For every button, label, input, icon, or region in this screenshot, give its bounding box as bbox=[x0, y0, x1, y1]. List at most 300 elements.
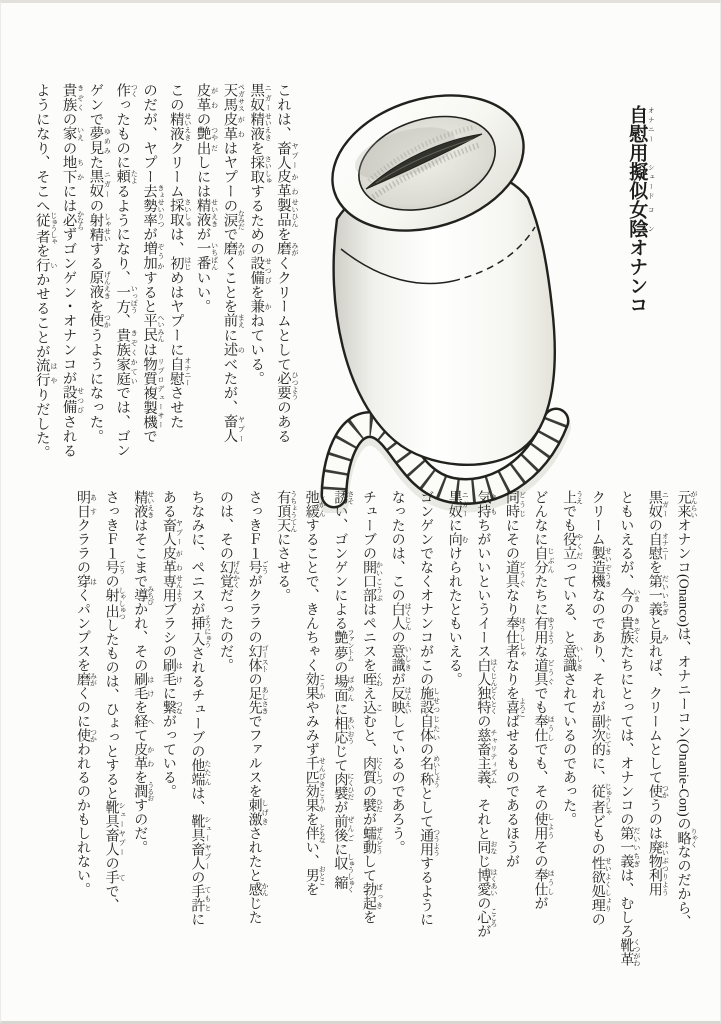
furigana: きぞく bbox=[76, 83, 85, 112]
ruby-base: 磨 みが bbox=[275, 241, 299, 256]
ruby-base: 男 おとこ bbox=[303, 865, 327, 885]
ruby-base: 設備 せつび bbox=[60, 385, 85, 415]
furigana: さそ bbox=[346, 490, 355, 504]
furigana: ほうし bbox=[547, 714, 556, 742]
furigana: せんよう bbox=[175, 574, 184, 602]
text-column: ゴンゲンでなくオナンコがこの施設自体 しせつじたいの名称 めいしょうとして通用 つうようするように bbox=[418, 490, 441, 927]
furigana: ゆうよう bbox=[547, 616, 556, 644]
furigana: みが bbox=[291, 241, 299, 256]
furigana: ペガサス bbox=[237, 83, 246, 112]
furigana: つな bbox=[175, 700, 184, 714]
ruby-base: 挿入 そうにゅう bbox=[189, 614, 212, 648]
furigana: あす bbox=[89, 490, 98, 518]
furigana: こ bbox=[375, 700, 384, 714]
furigana: かなら bbox=[76, 210, 85, 230]
ruby-base: 頼 たよ bbox=[114, 169, 139, 184]
paragraph bbox=[69, 490, 212, 972]
furigana: み bbox=[661, 630, 670, 644]
ruby-base: 向 む bbox=[446, 532, 470, 546]
ruby-base: 今 いま bbox=[618, 588, 641, 602]
ruby-base: 自慰 オナニー bbox=[167, 356, 192, 386]
ruby-base: 上 うえ bbox=[561, 490, 584, 504]
furigana: いちばん bbox=[210, 241, 219, 271]
ruby-base: 道具 どうぐ bbox=[532, 658, 556, 686]
ruby-base: 地下 ちか bbox=[60, 155, 85, 184]
onanko-device-svg bbox=[281, 81, 584, 513]
ruby-base: 一方 いっぽう bbox=[114, 284, 139, 314]
paragraph bbox=[192, 83, 299, 469]
ruby-base: 相応 あいおう bbox=[332, 716, 355, 745]
furigana: がわ bbox=[175, 546, 184, 574]
ruby-base: 勃起 ぼっき bbox=[360, 882, 384, 910]
ruby-base: 精液 せいえき bbox=[167, 111, 192, 141]
text-column: 上 うえでも役立 やくだっている、と意識 いしきされているのであった。 bbox=[561, 490, 584, 826]
furigana: シューヤプー bbox=[203, 814, 212, 871]
ruby-base: 自慰 オナニー bbox=[626, 105, 654, 143]
furigana: つく bbox=[130, 83, 139, 98]
ruby-base: 使用 しよう bbox=[532, 812, 556, 840]
text-column: ゲンで夢見 ゆめみた黒奴 ニガーの射精 しゃせいする原液 げんえきを使 つかうようになった。 bbox=[87, 83, 112, 444]
furigana: つや bbox=[210, 126, 219, 141]
furigana: うるお bbox=[146, 781, 155, 801]
text-column: 作 つくったものに頼 たよるようになり、一方 いっぽう、貴族家庭 きぞくかていでは、ゴン bbox=[114, 83, 139, 458]
ruby-base: 博愛 はくあい bbox=[475, 868, 498, 896]
ruby-base: 皮革 かわ bbox=[275, 169, 299, 199]
furigana: あしさき bbox=[261, 686, 270, 714]
ruby-base: 他端 たたん bbox=[189, 758, 212, 787]
furigana: しかん bbox=[318, 490, 327, 518]
furigana: オナニー bbox=[646, 105, 654, 143]
ruby-base: 号 ごう bbox=[246, 560, 270, 574]
ruby-base: 蠕動 ぜんどう bbox=[360, 826, 384, 854]
furigana: へ bbox=[146, 714, 155, 728]
ruby-base: 出 だ bbox=[194, 140, 219, 156]
page-title: 自慰 オナニー用擬似 シュード女陰 コンオナンコ bbox=[626, 105, 654, 314]
ruby-base: 反映 はんえい bbox=[389, 686, 413, 714]
ruby-base: 磨 みが bbox=[221, 241, 246, 256]
ruby-base: 作 つく bbox=[114, 83, 139, 98]
furigana: じゅうしゃ bbox=[604, 782, 613, 816]
furigana: つか bbox=[89, 728, 98, 742]
ruby-base: 精液 せいえき bbox=[248, 111, 273, 141]
furigana: コン bbox=[646, 200, 654, 238]
text-column: どんなに自分 じぶんたちに有用 ゆうような道具 どうぐでも奉仕 ほうしでも、その使用 しようその奉仕 ほうしが bbox=[532, 490, 556, 910]
furigana: ほうし bbox=[547, 868, 556, 896]
furigana: ファントム bbox=[346, 628, 355, 662]
furigana: はくじんどくとく bbox=[489, 658, 498, 714]
ruby-base: 白人 はくじん bbox=[389, 602, 413, 630]
text-column: これは、畜人 ヤプー皮革 かわ製品 せいひんを磨 みがくクリームとして必要 ひつようのある bbox=[275, 83, 299, 444]
furigana: つか bbox=[661, 784, 670, 798]
furigana: こころ bbox=[489, 907, 498, 927]
ruby-base: 物質複製機 リプロデューサー bbox=[141, 356, 166, 429]
text-column: ともいえるが、今 いまの貴族 きぞくたちにとっては、オナンコの第一義 だいいちぎは、むしろ靴革 くつがわ bbox=[618, 490, 641, 966]
ruby-base: 採取 さいしゅ bbox=[167, 198, 192, 228]
ruby-base: 慈畜主義 チャリティズム bbox=[475, 728, 498, 784]
furigana: ともな bbox=[318, 823, 327, 843]
furigana: なみだ bbox=[237, 210, 246, 230]
ruby-base: 黒奴 ニガー bbox=[87, 169, 112, 199]
ruby-base: 自分 じぶん bbox=[532, 546, 556, 574]
furigana: はや bbox=[49, 358, 58, 388]
ruby-base: 奉仕者 ほうししゃ bbox=[503, 616, 527, 658]
ruby-base: 導 みちび bbox=[132, 585, 155, 605]
paragraph bbox=[383, 490, 440, 972]
ruby-base: 潤 うるお bbox=[132, 781, 155, 801]
ruby-base: 精液 せいえき bbox=[194, 198, 219, 228]
furigana: か bbox=[264, 299, 273, 314]
furigana: ヤプー bbox=[291, 140, 299, 170]
ruby-base: 第一義 だいいちぎ bbox=[618, 826, 641, 868]
furigana: へいみん bbox=[157, 313, 166, 343]
text-column: ある畜人 ヤプー皮革 がわ専用 せんようブラシの刷毛 はけに繋 つながっている。 bbox=[160, 490, 184, 798]
ruby-base: 畜人 ヤプー bbox=[160, 518, 184, 546]
furigana: よろこ bbox=[518, 697, 527, 717]
ruby-base: 施設自体 しせつじたい bbox=[418, 686, 441, 742]
furigana: かわ bbox=[291, 169, 299, 199]
furigana: い bbox=[49, 257, 58, 273]
paragraph bbox=[212, 490, 269, 972]
ruby-base: 第一義 だいいちぎ bbox=[646, 574, 670, 616]
ruby-base: 使 つか bbox=[87, 313, 112, 328]
ruby-base: 有頂天 うちょうてん bbox=[275, 490, 298, 532]
furigana: ぼっき bbox=[375, 882, 384, 910]
ruby-base: 擬似 シュード bbox=[626, 162, 654, 200]
text-column: 皮革 がわの艶 つや出 だしには精液 せいえきが一番 いちばんいい。 bbox=[194, 83, 219, 314]
ruby-base: 明日 あす bbox=[75, 490, 98, 518]
furigana: リプロデューサー bbox=[157, 356, 166, 429]
furigana: ニガー bbox=[103, 169, 112, 199]
furigana: はくあい bbox=[489, 868, 498, 896]
ruby-base: 咥 くわ bbox=[360, 672, 384, 686]
furigana: きぞく bbox=[632, 616, 641, 644]
text-column: 精液 せいえきはそこまで導 みちびかれ、その刷毛 はけを経 へて皮革 かわを潤 うるおすのだ。 bbox=[132, 490, 155, 854]
furigana: せいえき bbox=[183, 111, 192, 141]
ruby-base: 幻体 ゴースト bbox=[246, 644, 270, 672]
furigana: はくじん bbox=[404, 602, 413, 630]
furigana: ニガー bbox=[661, 490, 670, 518]
furigana: いえ bbox=[76, 126, 85, 141]
furigana: せんびきこうか bbox=[318, 756, 327, 812]
furigana: シュード bbox=[646, 162, 654, 200]
furigana: こうか bbox=[318, 672, 327, 700]
ruby-base: 従者 じゅうしゃ bbox=[589, 782, 613, 816]
ruby-base: 奉仕 ほうし bbox=[532, 868, 556, 896]
ruby-base: 開口部 かいこうぶ bbox=[360, 560, 384, 602]
ruby-base: 初 はじ bbox=[167, 255, 192, 271]
furigana: かん bbox=[261, 882, 270, 896]
ruby-base: 効果 こうか bbox=[303, 672, 327, 700]
ruby-base: 経 へ bbox=[132, 714, 155, 728]
furigana: の bbox=[237, 342, 246, 357]
bottom-text-block bbox=[75, 490, 698, 972]
furigana: だ bbox=[210, 140, 219, 156]
furigana: チャリティズム bbox=[489, 728, 498, 784]
ruby-base: 肉質 にくしつ bbox=[360, 756, 384, 784]
furigana: しよう bbox=[547, 812, 556, 840]
ruby-base: 同 おな bbox=[475, 840, 498, 854]
furigana: まえ bbox=[237, 313, 246, 328]
paragraph bbox=[555, 490, 698, 972]
paragraph bbox=[269, 490, 383, 972]
ruby-base: 貴族 きぞく bbox=[60, 83, 85, 112]
furigana: て bbox=[118, 870, 127, 885]
ruby-base: 夢見 ゆめみ bbox=[87, 126, 112, 156]
ruby-base: 襞 ひだ bbox=[360, 798, 384, 812]
ruby-base: 刷毛 はけ bbox=[160, 658, 184, 686]
ruby-base: 役立 やくだ bbox=[561, 532, 584, 560]
ruby-base: 道具 どうぐ bbox=[503, 560, 527, 588]
furigana: せいえき bbox=[210, 198, 219, 228]
ruby-base: 有用 ゆうよう bbox=[532, 616, 556, 644]
top-text-block bbox=[33, 83, 299, 469]
ruby-base: 女陰 コン bbox=[626, 200, 654, 238]
ruby-base: 気持 きも bbox=[475, 490, 498, 518]
text-column: 弛緩 しかんすることで、きんちゃく効果 こうかやみみず千匹効果 せんびきこうかを伴 ともない、男 おとこを bbox=[303, 490, 327, 896]
furigana: にくひだ bbox=[346, 772, 355, 801]
ruby-base: 貴族 きぞく bbox=[618, 616, 641, 644]
ruby-base: 家 いえ bbox=[60, 126, 85, 141]
furigana: いま bbox=[632, 588, 641, 602]
ruby-base: 同時 どうじ bbox=[503, 490, 527, 518]
furigana: さいしゅ bbox=[183, 198, 192, 228]
furigana: そうにゅう bbox=[203, 614, 212, 648]
ruby-base: 元来 がんらい bbox=[675, 490, 698, 518]
ruby-base: 必要 ひつよう bbox=[275, 371, 299, 400]
ruby-base: 靴具畜人 シューヤプー bbox=[189, 814, 212, 871]
ruby-base: 黒奴 ニガー bbox=[446, 490, 470, 518]
text-column: 天馬 ペガサス皮革 がわはヤプーの涙 なみだで磨 みがくことを前 まえに述 のべたが、畜人 ヤプー bbox=[221, 83, 246, 444]
ruby-base: 流行 はや bbox=[33, 358, 58, 388]
text-column: チューブの開口部 かいこうぶはペニスを咥 くわえ込 こむと、肉質 にくしつの襞 ひだが蠕動 ぜんどうして勃起 ぼっきを bbox=[360, 490, 384, 924]
ruby-base: 自慰 オナニー bbox=[646, 532, 670, 560]
text-column: ようになり、そこへ従者 じゅうしゃを行 いかせることが流行 はやりだした。 bbox=[33, 83, 58, 460]
text-column: 黒奴 ニガー精液 せいえきを採取 さいしゅするための設備 せつびを兼 かねている。 bbox=[248, 83, 273, 386]
text-column: 黒奴 ニガーの自慰 オナニーを第一義 だいいちぎと見 みれば、クリームとして使 つかうのは廃物利用 はいぶつりよう bbox=[646, 490, 670, 896]
ruby-base: 畜人 ヤプー bbox=[221, 414, 246, 444]
furigana: みが bbox=[89, 672, 98, 686]
onanko-illustration bbox=[281, 81, 584, 513]
furigana: やくだ bbox=[575, 532, 584, 560]
furigana: かわ bbox=[146, 742, 155, 770]
ruby-base: 感 かん bbox=[246, 882, 270, 896]
furigana: ニガー bbox=[461, 490, 470, 518]
furigana: ヤプー bbox=[175, 518, 184, 546]
furigana: いっぽう bbox=[130, 284, 139, 314]
furigana: がんらい bbox=[690, 490, 698, 518]
ruby-base: 号 ごう bbox=[103, 560, 127, 574]
ruby-base: 述 の bbox=[221, 342, 246, 357]
text-column: 貴族 きぞくの家 いえの地下 ちかには必 かならずゴンゲン・オナンコが設備 せつびされる bbox=[60, 83, 85, 458]
ruby-base: 通用 つうよう bbox=[418, 828, 441, 857]
ruby-base: 採取 さいしゅ bbox=[248, 155, 273, 184]
furigana: せいひん bbox=[291, 198, 299, 228]
ruby-base: 靴革 くつがわ bbox=[618, 938, 641, 966]
ruby-base: 皮革 がわ bbox=[160, 546, 184, 574]
ruby-base: 黒奴 ニガー bbox=[248, 83, 273, 112]
furigana: がわ bbox=[210, 83, 219, 112]
ruby-base: 天馬 ペガサス bbox=[221, 83, 246, 112]
ruby-base: 畜人 ヤプー bbox=[275, 140, 299, 170]
ruby-base: 行 い bbox=[33, 257, 58, 273]
furigana: む bbox=[461, 532, 470, 546]
furigana: ごう bbox=[118, 560, 127, 574]
furigana: ヤプー bbox=[237, 414, 246, 444]
ruby-base: 皮革 がわ bbox=[194, 83, 219, 112]
furigana: ひだ bbox=[375, 798, 384, 812]
furigana: だいいちぎ bbox=[632, 826, 641, 868]
furigana: しせつじたい bbox=[432, 686, 441, 742]
text-column: のは、その幻覚 げんかくだったのだ。 bbox=[218, 490, 241, 672]
furigana: じゅうしゃ bbox=[49, 211, 58, 245]
ruby-base: 皮革 かわ bbox=[132, 742, 155, 770]
furigana: ぜんご bbox=[346, 814, 355, 843]
ruby-base: 刺激 しげき bbox=[246, 798, 270, 826]
ruby-base: 伴 ともな bbox=[303, 823, 327, 843]
furigana: くわ bbox=[375, 672, 384, 686]
furigana: せつび bbox=[264, 255, 273, 285]
ruby-base: 涙 なみだ bbox=[221, 210, 246, 230]
ruby-base: 一番 いちばん bbox=[194, 241, 219, 271]
ruby-base: 使 つか bbox=[75, 728, 98, 742]
furigana: ぞうか bbox=[157, 241, 166, 271]
ruby-base: 射精 しゃせい bbox=[87, 212, 112, 242]
ruby-base: 弛緩 しかん bbox=[303, 490, 327, 518]
text-column: 黒奴 ニガーに向 むけられたともいえる。 bbox=[446, 490, 470, 686]
ruby-base: 黒奴 ニガー bbox=[646, 490, 670, 518]
ruby-base: 心 こころ bbox=[475, 907, 498, 927]
furigana: おとこ bbox=[318, 865, 327, 885]
text-column: 誘 さそい、ゴンゲンによる艶夢 ファントムの場面 ばめんに相応 あいおうじて肉襞 にくひだが前後 ぜんごに収縮 しゅうしゅく bbox=[332, 490, 355, 893]
furigana: みちび bbox=[146, 585, 155, 605]
furigana: せいえき bbox=[264, 111, 273, 141]
furigana: ゆめみ bbox=[103, 126, 112, 156]
ruby-base: 副次的 ふくじてき bbox=[589, 714, 613, 756]
ruby-base: 精液 せいえき bbox=[132, 490, 155, 518]
ruby-base: 増加 ぞうか bbox=[141, 241, 166, 271]
ruby-base: 兼 か bbox=[248, 299, 273, 314]
furigana: せいえき bbox=[146, 490, 155, 518]
ruby-base: 貴族家庭 きぞくかてい bbox=[114, 327, 139, 386]
furigana: たたん bbox=[203, 758, 212, 787]
furigana: きも bbox=[489, 490, 498, 518]
furigana: にくしつ bbox=[375, 756, 384, 784]
furigana: あいおう bbox=[346, 716, 355, 745]
text-column: なったのは、この白人 はくじんの意識 いしきが反映 はんえいしているのであろう。 bbox=[389, 490, 413, 854]
furigana: ばめん bbox=[346, 674, 355, 703]
furigana: うえ bbox=[575, 490, 584, 504]
furigana: どうぐ bbox=[547, 658, 556, 686]
ruby-base: 廃物利用 はいぶつりよう bbox=[646, 840, 670, 896]
text-column: クリーム製造機 せいぞうきなのであり、それが副次的 ふくじてきに、従者 じゅうしゃどもの性欲処理 せいよくしょりの bbox=[589, 490, 613, 927]
ruby-base: 原液 げんえき bbox=[87, 270, 112, 300]
furigana: シューヤプー bbox=[118, 800, 127, 857]
ruby-base: 収縮 しゅうしゅく bbox=[332, 853, 355, 893]
furigana: りゃく bbox=[690, 827, 698, 848]
text-column: 有頂天 うちょうてんにさせる。 bbox=[275, 490, 298, 602]
furigana: ぜんどう bbox=[375, 826, 384, 854]
furigana: きぞくかてい bbox=[130, 327, 139, 386]
ruby-base: 見 み bbox=[646, 630, 670, 644]
furigana: さいしゅ bbox=[264, 155, 273, 184]
furigana: せつび bbox=[76, 385, 85, 415]
ruby-base: 専用 せんよう bbox=[160, 574, 184, 602]
furigana: どうじ bbox=[518, 490, 527, 518]
furigana: たよ bbox=[130, 169, 139, 184]
text-column: ちなみに、ペニスが挿入 そうにゅうされるチューブの他端 たたんは、靴具畜人 シューヤプーの手許 てもとに bbox=[189, 490, 212, 927]
ruby-base: 繋 つな bbox=[160, 700, 184, 714]
ruby-base: 製品 せいひん bbox=[275, 198, 299, 228]
furigana: ごう bbox=[261, 560, 270, 574]
furigana: てもと bbox=[203, 884, 212, 913]
furigana: ほうししゃ bbox=[518, 616, 527, 658]
furigana: しゃしゅつ bbox=[118, 586, 127, 620]
furigana: オナニー bbox=[183, 356, 192, 386]
ruby-base: 従者 じゅうしゃ bbox=[33, 211, 58, 245]
furigana: しゅうしゅく bbox=[346, 853, 355, 893]
furigana: めいしょう bbox=[432, 754, 441, 788]
ruby-base: 意識 いしき bbox=[561, 644, 584, 672]
ruby-base: 設備 せつび bbox=[248, 255, 273, 285]
ruby-base: 誘 さそ bbox=[332, 490, 355, 504]
ruby-base: 名称 めいしょう bbox=[418, 754, 441, 788]
ruby-base: 製造機 せいぞうき bbox=[589, 546, 613, 588]
ruby-base: 喜 よろこ bbox=[503, 697, 527, 717]
furigana: せいぞうき bbox=[604, 546, 613, 588]
ruby-base: 性欲処理 せいよくしょり bbox=[589, 856, 613, 913]
ruby-base: 去勢率 きょせいりつ bbox=[141, 183, 166, 228]
text-column: さっきＦ１号 ごうがクララの幻体 ゴーストの足先 あしさきでファルスを刺激 しげきされたと感 かんじた bbox=[246, 490, 270, 924]
furigana: はんえい bbox=[404, 686, 413, 714]
furigana: どうぐ bbox=[518, 560, 527, 588]
furigana: みが bbox=[237, 241, 246, 256]
ruby-base: 平民 へいみん bbox=[141, 313, 166, 343]
text-column: 元来 がんらいオナンコ(Onanco)は、オナニーコン(Onanie-Con)の略 りゃくなのだから、 bbox=[675, 490, 698, 929]
furigana: ちか bbox=[76, 155, 85, 184]
furigana: ひつよう bbox=[291, 371, 299, 400]
furigana: せいよくしょり bbox=[604, 856, 613, 913]
furigana: つうよう bbox=[432, 828, 441, 857]
furigana: げんかく bbox=[232, 560, 241, 588]
furigana: かいこうぶ bbox=[375, 560, 384, 602]
ruby-base: 靴具畜人 シューヤプー bbox=[103, 800, 127, 857]
ruby-base: 手許 てもと bbox=[189, 884, 212, 913]
ruby-base: 白人独特 はくじんどくとく bbox=[475, 658, 498, 714]
ruby-base: 意識 いしき bbox=[389, 644, 413, 672]
text-column: 同時 どうじにその道具 どうぐなり奉仕者 ほうししゃなりを喜 よろこばせるものであるほうが bbox=[503, 490, 527, 868]
ruby-base: 射出 しゃしゅつ bbox=[103, 586, 127, 620]
paragraph bbox=[441, 490, 555, 972]
paragraph bbox=[31, 83, 192, 469]
furigana: うちょうてん bbox=[289, 490, 298, 532]
furigana: いしき bbox=[404, 644, 413, 672]
ruby-base: 皮革 がわ bbox=[221, 111, 246, 141]
text-column: さっきＦ１号 ごうの射出 しゃしゅつしたものは、ひょっとすると靴具畜人 シューヤプーの手 てで、 bbox=[103, 490, 127, 913]
furigana: はいぶつりよう bbox=[661, 840, 670, 896]
furigana: しげき bbox=[261, 798, 270, 826]
ruby-base: 手 て bbox=[103, 870, 127, 885]
furigana: おな bbox=[489, 840, 498, 854]
furigana: しゃせい bbox=[103, 212, 112, 242]
ruby-base: 艶 つや bbox=[194, 126, 219, 141]
ruby-base: 肉襞 にくひだ bbox=[332, 772, 355, 801]
furigana: がわ bbox=[237, 111, 246, 141]
furigana: きょせいりつ bbox=[157, 183, 166, 228]
furigana: はけ bbox=[175, 658, 184, 686]
ruby-base: 足先 あしさき bbox=[246, 686, 270, 714]
furigana: だいいちぎ bbox=[661, 574, 670, 616]
furigana: オナニー bbox=[661, 532, 670, 560]
